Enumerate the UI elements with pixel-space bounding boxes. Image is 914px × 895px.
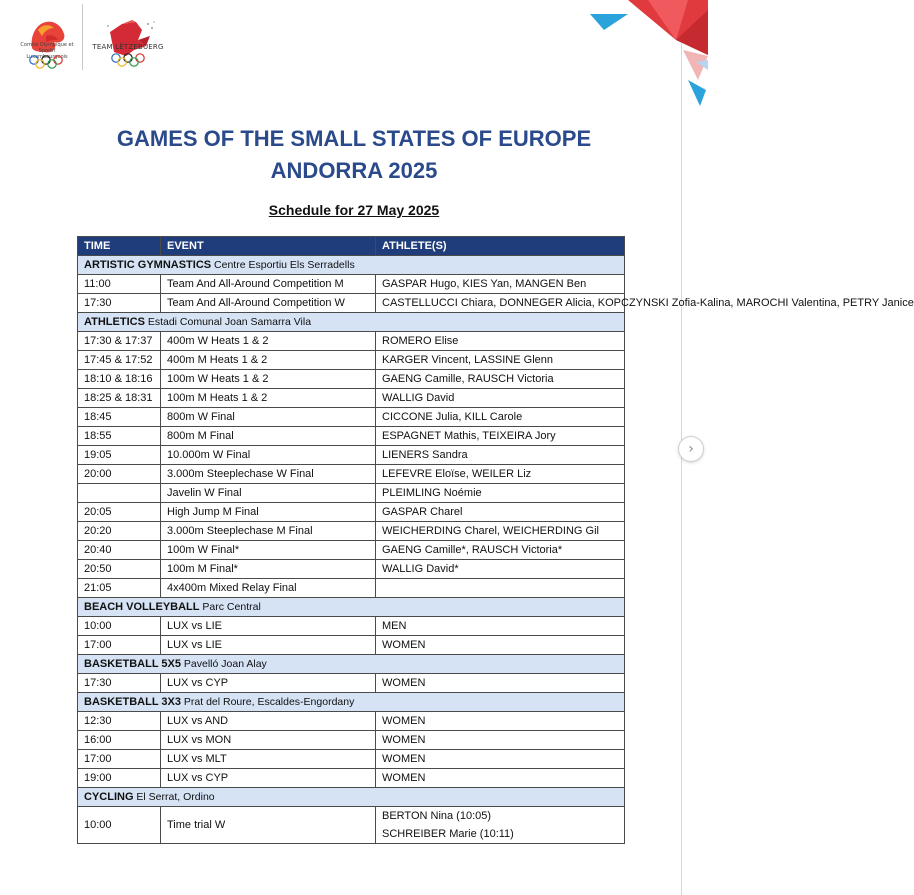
cell-athletes: WALLIG David [376,389,625,408]
table-row [78,712,625,731]
sport-name: BASKETBALL 5X5 [84,658,181,670]
cell-event: Team And All-Around Competition W [161,294,376,313]
cell-event: 100m M Heats 1 & 2 [161,389,376,408]
section-row [78,655,625,674]
venue-name: Centre Esportiu Els Serradells [214,259,355,271]
venue-name: El Serrat, Ordino [136,791,215,803]
cell-athletes: WALLIG David* [376,560,625,579]
cell-time: 10:00 [78,617,161,636]
cell-event: 800m M Final [161,427,376,446]
decorative-triangles-icon [588,0,708,110]
table-row [78,446,625,465]
table-row [78,769,625,788]
table-row [78,636,625,655]
olympic-rings-icon [28,55,64,69]
cell-event: LUX vs CYP [161,769,376,788]
logo-divider [82,4,83,70]
sport-name: BASKETBALL 3X3 [84,696,181,708]
venue-name: Estadi Comunal Joan Samarra Vila [147,316,312,328]
cell-time: 20:50 [78,560,161,579]
header-event: EVENT [161,237,376,256]
table-row [78,294,625,313]
cell-event: 4x400m Mixed Relay Final [161,579,376,598]
cell-athletes [376,579,625,598]
cell-athletes: WOMEN [376,731,625,750]
header-time: TIME [78,237,161,256]
cell-athletes: BERTON Nina (10:05) SCHREIBER Marie (10:11) [376,807,625,844]
section-row [78,788,625,807]
cell-event: 400m W Heats 1 & 2 [161,332,376,351]
sport-name: BEACH VOLLEYBALL [84,601,200,613]
sport-name: ATHLETICS [84,316,145,328]
cell-athletes: CICCONE Julia, KILL Carole [376,408,625,427]
cell-athletes: WOMEN [376,712,625,731]
cell-time: 19:00 [78,769,161,788]
table-row [78,332,625,351]
section-heading [78,313,625,332]
table-row [78,275,625,294]
cell-time: 17:00 [78,636,161,655]
table-row [78,579,625,598]
next-slide-button[interactable] [678,436,704,462]
section-heading [78,788,625,807]
chevron-right-icon: › [688,441,694,457]
table-row [78,522,625,541]
cell-athletes: LEFEVRE Eloïse, WEILER Liz [376,465,625,484]
cell-event: 400m M Heats 1 & 2 [161,351,376,370]
cell-event: LUX vs MON [161,731,376,750]
cell-athletes: WOMEN [376,674,625,693]
header-athletes: ATHLETE(S) [376,237,625,256]
table-row [78,674,625,693]
cell-event: 100m W Final* [161,541,376,560]
cell-time: 17:30 & 17:37 [78,332,161,351]
section-row [78,598,625,617]
table-row [78,408,625,427]
team-letzebuerg-text: TEAM LËTZEBUERG [92,43,164,51]
table-row [78,541,625,560]
table-row [78,389,625,408]
table-row [78,465,625,484]
section-row [78,256,625,275]
page-title-line2: ANDORRA 2025 [270,158,438,183]
cell-athletes: CASTELLUCCI Chiara, DONNEGER Alicia, KOPCZYNSKI Zofia-Kalina, MAROCHI Valentina, PETRY Janice [376,294,625,313]
venue-name: Prat del Roure, Escaldes-Engordany [183,696,355,708]
cell-event: LUX vs CYP [161,674,376,693]
cell-event: 10.000m W Final [161,446,376,465]
cell-athletes: WOMEN [376,769,625,788]
table-row [78,731,625,750]
cell-time: 17:30 [78,294,161,313]
section-heading [78,693,625,712]
table-row [78,750,625,769]
table-row [78,503,625,522]
cell-event: LUX vs LIE [161,617,376,636]
cell-time: 17:00 [78,750,161,769]
cell-athletes: GAENG Camille, RAUSCH Victoria [376,370,625,389]
cell-athletes: GAENG Camille*, RAUSCH Victoria* [376,541,625,560]
cosl-logo-text: Comité Olympique et Sportif Luxembourgeois [20,42,74,60]
cell-event: Time trial W [161,807,376,844]
cell-time: 21:05 [78,579,161,598]
table-header-row [78,237,625,256]
cell-time: 12:30 [78,712,161,731]
cell-event: 3.000m Steeplechase M Final [161,522,376,541]
olympic-rings-icon [110,53,146,67]
cell-time: 20:00 [78,465,161,484]
cell-athletes: LIENERS Sandra [376,446,625,465]
cell-time: 18:45 [78,408,161,427]
venue-name: Pavelló Joan Alay [183,658,267,670]
cell-athletes: WOMEN [376,636,625,655]
cell-time: 17:30 [78,674,161,693]
cell-time: 11:00 [78,275,161,294]
cell-time: 18:10 & 18:16 [78,370,161,389]
cell-athletes: GASPAR Hugo, KIES Yan, MANGEN Ben [376,275,625,294]
cell-event: Team And All-Around Competition M [161,275,376,294]
sport-name: ARTISTIC GYMNASTICS [84,259,212,271]
section-heading [78,256,625,275]
section-row [78,693,625,712]
cell-event: High Jump M Final [161,503,376,522]
cell-athletes: MEN [376,617,625,636]
cell-time: 20:20 [78,522,161,541]
cell-event: LUX vs MLT [161,750,376,769]
schedule-table [77,236,914,844]
table-row [78,560,625,579]
cell-event: LUX vs LIE [161,636,376,655]
schedule-date-heading: Schedule for 27 May 2025 [268,202,440,218]
cell-time: 20:40 [78,541,161,560]
table-row [78,484,625,503]
table-row [78,370,625,389]
cell-athletes: WOMEN [376,750,625,769]
cell-athletes: ESPAGNET Mathis, TEIXEIRA Jory [376,427,625,446]
table-row [78,617,625,636]
section-heading [78,655,625,674]
cell-event: 100m M Final* [161,560,376,579]
cell-athletes: ROMERO Elise [376,332,625,351]
page-title: GAMES OF THE SMALL STATES OF EUROPE [116,126,592,151]
cell-event: 3.000m Steeplechase W Final [161,465,376,484]
cell-athletes: GASPAR Charel [376,503,625,522]
cell-time: 18:55 [78,427,161,446]
section-heading [78,598,625,617]
sport-name: CYCLING [84,791,134,803]
cell-time: 19:05 [78,446,161,465]
cell-event: LUX vs AND [161,712,376,731]
cell-event: 800m W Final [161,408,376,427]
cell-event: 100m W Heats 1 & 2 [161,370,376,389]
cell-event: Javelin W Final [161,484,376,503]
cell-time [78,484,161,503]
cell-time: 17:45 & 17:52 [78,351,161,370]
cell-athletes: PLEIMLING Noémie [376,484,625,503]
cell-time: 18:25 & 18:31 [78,389,161,408]
cell-athletes: KARGER Vincent, LASSINE Glenn [376,351,625,370]
venue-name: Parc Central [202,601,261,613]
table-row [78,427,625,446]
cell-time: 20:05 [78,503,161,522]
table-row [78,807,625,844]
table-row [78,351,625,370]
cell-athletes: WEICHERDING Charel, WEICHERDING Gil [376,522,625,541]
cell-time: 10:00 [78,807,161,844]
section-row [78,313,625,332]
cell-time: 16:00 [78,731,161,750]
